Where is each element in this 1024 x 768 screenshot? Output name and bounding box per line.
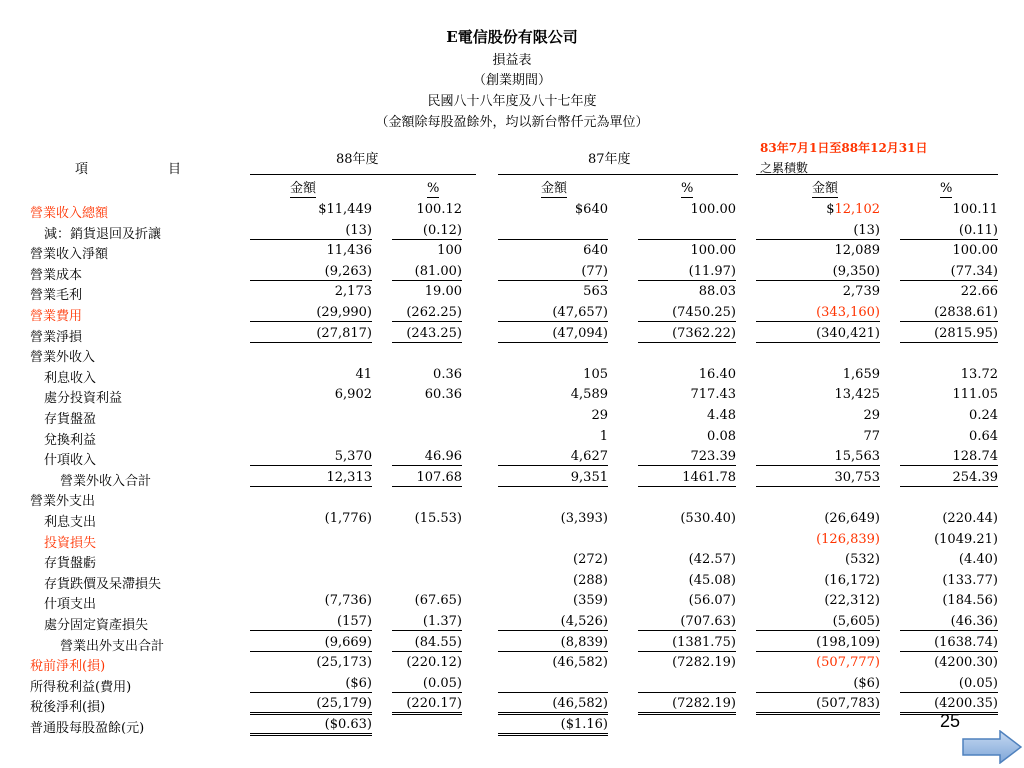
cell-amount-cum: (16,172)	[824, 572, 880, 588]
cell-amount-cum: (198,109)	[756, 635, 880, 652]
dollar-sign: $	[826, 202, 835, 217]
cell-amount-87: ($1.16)	[498, 717, 608, 736]
cell-percent-88: 60.36	[424, 387, 462, 403]
row-label: 稅後淨利(損)	[30, 700, 106, 716]
table-row	[0, 488, 1024, 508]
cell-amount-cum: (532)	[845, 552, 880, 568]
table-row	[0, 468, 1024, 488]
cell-amount-88: 2,173	[334, 284, 372, 300]
cell-percent-87	[638, 532, 736, 548]
cell-amount-cum: (5,605)	[756, 614, 880, 631]
table-row	[0, 241, 1024, 261]
item-header-2: 目	[168, 162, 182, 177]
cell-amount-87: (77)	[498, 264, 608, 281]
cell-amount-87: (8,839)	[498, 635, 608, 652]
cell-percent-87: (530.40)	[680, 511, 736, 526]
cell-amount-88	[250, 429, 372, 445]
group-header-cum-line2: 之累積數	[760, 161, 809, 175]
cell-amount-cum: (126,839)	[816, 531, 880, 547]
cell-percent-88: (0.05)	[392, 676, 462, 693]
row-label: 存貨盤盈	[44, 412, 97, 427]
cell-percent-cum: 254.39	[900, 470, 998, 487]
cell-amount-88: (25,179)	[250, 696, 372, 715]
cell-percent-cum: (1049.21)	[934, 531, 998, 547]
cell-percent-88: (0.12)	[392, 223, 462, 240]
table-row	[0, 694, 1024, 714]
cell-percent-cum: (184.56)	[942, 593, 998, 609]
cell-percent-cum: (4200.30)	[934, 655, 998, 671]
table-row	[0, 324, 1024, 344]
cell-percent-88: (67.65)	[414, 593, 462, 609]
group-header-87: 87年度	[588, 152, 631, 167]
cell-percent-87	[638, 490, 736, 506]
cell-percent-cum: 0.24	[969, 408, 998, 423]
cell-percent-88: (84.55)	[392, 635, 462, 652]
table-row	[0, 571, 1024, 591]
cell-percent-88: (220.12)	[406, 655, 462, 671]
cell-amount-cum: (26,649)	[824, 511, 880, 526]
cell-amount-88: (27,817)	[250, 326, 372, 343]
cell-amount-87: (46,582)	[552, 655, 608, 671]
cell-amount-cum: 15,563	[756, 449, 880, 466]
cell-percent-88	[392, 490, 462, 506]
cell-percent-cum: (0.11)	[900, 223, 998, 240]
table-row	[0, 262, 1024, 282]
percent-header-88: %	[427, 181, 440, 196]
table-row	[0, 550, 1024, 570]
row-label: 普通股每股盈餘(元)	[30, 721, 145, 736]
cell-percent-87: 717.43	[690, 387, 736, 403]
table-row	[0, 715, 1024, 735]
cell-percent-88	[392, 408, 462, 424]
row-label: 稅前淨利(損)	[30, 659, 106, 675]
cell-percent-87: 16.40	[698, 366, 736, 382]
cell-amount-cum	[756, 717, 880, 733]
cell-percent-87: (11.97)	[638, 264, 736, 281]
cell-percent-cum: (0.05)	[900, 676, 998, 693]
cell-percent-87: (707.63)	[638, 614, 736, 631]
group-rule-88	[250, 174, 476, 175]
cell-percent-88	[392, 429, 462, 445]
cell-amount-cum: 30,753	[756, 470, 880, 487]
cell-percent-cum: (133.77)	[942, 572, 998, 588]
group-rule-87	[498, 174, 738, 175]
cell-amount-87: 29	[591, 408, 608, 423]
cell-percent-cum: (1638.74)	[900, 635, 998, 652]
cell-percent-cum: 111.05	[952, 387, 998, 403]
cell-percent-88	[392, 573, 462, 589]
table-row	[0, 344, 1024, 364]
group-rule-cum	[756, 174, 998, 175]
cell-percent-88: (220.17)	[392, 696, 462, 715]
cell-percent-87	[638, 223, 736, 240]
table-row	[0, 385, 1024, 405]
cell-percent-87: (7450.25)	[638, 305, 736, 322]
cell-percent-cum	[900, 346, 998, 362]
row-label: 投資損失	[44, 535, 97, 551]
cell-amount-87: (47,657)	[498, 305, 608, 322]
cell-amount-cum: (343,160)	[756, 305, 880, 322]
cell-amount-87: 105	[583, 366, 608, 382]
cell-amount-87: 4,627	[498, 449, 608, 466]
cell-amount-87	[498, 490, 608, 506]
group-header-88: 88年度	[336, 152, 379, 167]
table-row	[0, 282, 1024, 302]
cell-percent-88: 19.00	[424, 284, 462, 300]
row-label: 兌換利益	[44, 432, 97, 448]
cell-percent-88	[392, 532, 462, 548]
cell-amount-87: 563	[583, 284, 608, 300]
cell-amount-87: (46,582)	[498, 696, 608, 715]
cell-amount-cum: ($6)	[756, 676, 880, 693]
row-label: 營業收入淨額	[30, 247, 109, 263]
cell-amount-88: (29,990)	[250, 305, 372, 322]
table-row	[0, 406, 1024, 426]
cell-amount-87: 640	[583, 243, 608, 259]
cell-percent-87: (7362.22)	[638, 326, 736, 343]
table-row	[0, 612, 1024, 632]
cell-amount-cum: (507,783)	[756, 696, 880, 715]
row-label: 營業外支出	[30, 494, 96, 510]
item-header-1: 項	[75, 162, 89, 177]
cell-amount-87	[498, 676, 608, 693]
cell-percent-87: 100.00	[690, 202, 736, 217]
cell-percent-88: 100	[437, 243, 462, 259]
row-label: 營業淨損	[30, 329, 83, 345]
cum-revenue-value: 12,102	[834, 202, 880, 217]
row-label: 營業外收入	[30, 350, 96, 366]
cell-amount-87: (288)	[573, 572, 608, 588]
amount-header-cum: 金額	[812, 181, 839, 196]
cell-amount-88	[250, 532, 372, 548]
cell-percent-88: 100.12	[416, 202, 462, 217]
cell-amount-87: (359)	[573, 593, 608, 609]
cell-percent-cum: 128.74	[900, 449, 998, 466]
cell-amount-88: (9,263)	[250, 264, 372, 281]
cell-percent-88: 0.36	[433, 366, 462, 382]
cell-amount-87	[498, 223, 608, 240]
row-label: 處分固定資產損失	[44, 618, 149, 633]
cell-amount-88: ($6)	[250, 676, 372, 693]
statement-title: 損益表	[492, 53, 532, 68]
cell-percent-87: (45.08)	[688, 572, 736, 588]
cell-percent-88	[392, 717, 462, 733]
cell-amount-88: $11,449	[318, 202, 372, 217]
cell-percent-cum: 100.11	[952, 202, 998, 217]
cell-percent-88	[392, 346, 462, 362]
cell-percent-cum: (220.44)	[942, 511, 998, 526]
cell-percent-cum: 22.66	[960, 284, 998, 300]
row-label: 存貨跌價及呆滯損失	[44, 576, 162, 592]
cell-amount-87	[498, 346, 608, 362]
amount-header-88: 金額	[290, 181, 317, 196]
cell-amount-88: (7,736)	[324, 593, 372, 609]
row-label: 減：銷貨退回及折讓	[44, 226, 162, 242]
cell-amount-87: (4,526)	[498, 614, 608, 631]
cell-percent-87: (7282.19)	[638, 696, 736, 715]
fiscal-years: 民國八十八年度及八十七年度	[427, 94, 597, 109]
cell-percent-cum: (2815.95)	[900, 326, 998, 343]
cell-amount-cum: 77	[863, 428, 880, 444]
cell-amount-cum	[756, 202, 880, 218]
row-label: 處分投資利益	[44, 391, 123, 407]
cell-percent-88: 46.96	[392, 449, 462, 466]
cell-percent-87: 88.03	[698, 284, 736, 300]
cell-amount-88: 41	[355, 366, 372, 382]
cell-amount-88	[250, 346, 372, 362]
cell-percent-87: (42.57)	[688, 552, 736, 568]
cell-amount-cum: 12,089	[834, 243, 880, 259]
cell-amount-88: (13)	[250, 223, 372, 240]
group-header-cum-line1: 83年7月1日至88年12月31日	[760, 141, 928, 155]
unit-note: （金額除每股盈餘外，均以新台幣仟元為單位）	[375, 115, 649, 130]
cell-percent-88	[392, 552, 462, 568]
cell-percent-87: (56.07)	[688, 593, 736, 609]
row-label: 什項支出	[44, 597, 97, 613]
cell-amount-cum: 13,425	[834, 387, 880, 403]
cell-amount-88	[250, 490, 372, 506]
cell-percent-87: 1461.78	[638, 470, 736, 487]
cell-amount-cum: 29	[863, 408, 880, 423]
cell-amount-cum	[756, 346, 880, 362]
percent-header-cum: %	[940, 181, 953, 196]
row-label: 營業費用	[30, 309, 83, 324]
table-row	[0, 674, 1024, 694]
cell-amount-cum: (22,312)	[824, 593, 880, 609]
cell-amount-88	[250, 408, 372, 424]
cell-amount-88: (9,669)	[250, 635, 372, 652]
cell-percent-cum: 13.72	[960, 366, 998, 382]
cell-amount-cum: (9,350)	[756, 264, 880, 281]
cell-amount-87: (272)	[573, 552, 608, 568]
table-row	[0, 447, 1024, 467]
table-row	[0, 530, 1024, 550]
table-row	[0, 633, 1024, 653]
cell-percent-cum: (4.40)	[958, 552, 998, 568]
cell-amount-cum: 1,659	[842, 366, 880, 382]
cell-amount-87: (3,393)	[560, 511, 608, 526]
cell-percent-88: (262.25)	[392, 305, 462, 322]
cell-percent-88: (15.53)	[414, 511, 462, 526]
cell-percent-87: 0.08	[707, 428, 736, 444]
cell-percent-cum: 100.00	[952, 243, 998, 259]
right-arrow-icon	[962, 730, 1022, 764]
cell-amount-88: (157)	[250, 614, 372, 631]
amount-header-87: 金額	[541, 181, 568, 196]
cell-amount-88: 11,436	[326, 243, 372, 259]
cell-amount-88: ($0.63)	[250, 717, 372, 736]
cell-percent-88: (1.37)	[392, 614, 462, 631]
cell-amount-87: 4,589	[570, 387, 608, 403]
cell-amount-cum: (340,421)	[756, 326, 880, 343]
table-row	[0, 365, 1024, 385]
cell-amount-87: (47,094)	[498, 326, 608, 343]
cell-amount-88: (25,173)	[316, 655, 372, 671]
cell-percent-88: (81.00)	[392, 264, 462, 281]
cell-amount-cum	[756, 490, 880, 506]
cell-amount-cum: (507,777)	[816, 655, 880, 671]
page-number: 25	[940, 711, 961, 731]
cell-percent-87	[638, 676, 736, 693]
cell-percent-cum: (4200.35)	[900, 696, 998, 715]
company-name: E電信股份有限公司	[446, 28, 578, 46]
row-label: 所得稅利益(費用)	[30, 679, 132, 695]
cell-amount-87: 9,351	[498, 470, 608, 487]
cell-percent-87: (7282.19)	[672, 655, 736, 671]
cell-percent-cum: (2838.61)	[900, 305, 998, 322]
period-note: （創業期間）	[472, 73, 551, 88]
row-label: 營業收入總額	[30, 206, 109, 221]
cell-amount-88	[250, 573, 372, 589]
table-row	[0, 221, 1024, 241]
cell-percent-cum: (77.34)	[900, 264, 998, 281]
table-row	[0, 509, 1024, 529]
cell-percent-87: 723.39	[638, 449, 736, 466]
table-row	[0, 427, 1024, 447]
row-label: 利息收入	[44, 370, 97, 386]
cell-percent-87	[638, 717, 736, 733]
cell-amount-88: 12,313	[250, 470, 372, 487]
cell-amount-88: (1,776)	[324, 511, 372, 526]
cell-amount-cum: (13)	[756, 223, 880, 240]
cell-percent-88: 107.68	[392, 470, 462, 487]
table-row	[0, 200, 1024, 220]
cell-amount-cum: 2,739	[842, 284, 880, 300]
cell-amount-88: 5,370	[250, 449, 372, 466]
table-row	[0, 591, 1024, 611]
row-label: 營業成本	[30, 267, 83, 283]
cell-amount-88	[250, 552, 372, 568]
row-label: 營業出外支出合計	[60, 638, 165, 654]
row-label: 利息支出	[44, 515, 97, 530]
cell-percent-87	[638, 346, 736, 362]
cell-amount-87: 1	[599, 428, 608, 444]
row-label: 存貨盤虧	[44, 556, 97, 572]
percent-header-87: %	[681, 181, 694, 196]
cell-percent-88: (243.25)	[392, 326, 462, 343]
cell-amount-87: $640	[574, 202, 608, 217]
cell-amount-88: 6,902	[334, 387, 372, 403]
cell-percent-87: 4.48	[707, 408, 736, 423]
cell-amount-87	[498, 532, 608, 548]
row-label: 營業毛利	[30, 288, 83, 304]
table-row	[0, 303, 1024, 323]
table-row	[0, 653, 1024, 673]
cell-percent-cum	[900, 490, 998, 506]
cell-percent-cum: (46.36)	[900, 614, 998, 631]
row-label: 營業外收入合計	[60, 473, 152, 489]
cell-percent-87: (1381.75)	[638, 635, 736, 652]
cell-percent-cum: 0.64	[969, 428, 998, 444]
row-label: 什項收入	[44, 453, 97, 469]
cell-percent-87: 100.00	[690, 243, 736, 259]
next-slide-button[interactable]	[962, 730, 1022, 764]
